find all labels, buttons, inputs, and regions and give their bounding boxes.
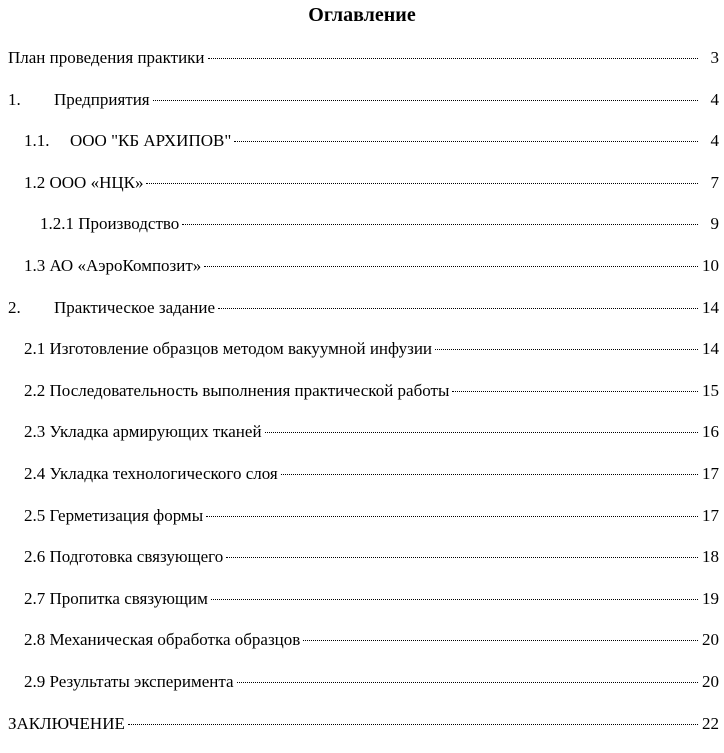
toc-entry-text: 2.2 Последовательность выполнения практической работы	[24, 381, 449, 401]
toc-entry-section-2-5[interactable]	[0, 504, 724, 546]
toc-entry-section-2-6[interactable]	[0, 545, 724, 587]
toc-dot-leader	[208, 58, 698, 59]
toc-entry-text: 1.2 ООО «НЦК»	[24, 173, 143, 193]
toc-dot-leader	[237, 682, 698, 683]
toc-page-number: 3	[701, 48, 719, 68]
toc-dot-leader	[204, 266, 698, 267]
toc-entry-section-2-3[interactable]	[0, 420, 724, 462]
toc-entry-section-2-8[interactable]	[0, 628, 724, 670]
toc-dot-leader	[128, 724, 698, 725]
toc-dot-leader	[281, 474, 698, 475]
toc-dot-leader	[303, 640, 698, 641]
toc-entry-section-2-2[interactable]	[0, 379, 724, 421]
toc-entry-section-1[interactable]	[0, 88, 724, 130]
toc-page-number: 10	[701, 256, 719, 276]
toc-entry-text: План проведения практики	[8, 48, 205, 68]
toc-entry-section-2-1[interactable]	[0, 337, 724, 379]
toc-entry-text: 2.4 Укладка технологического слоя	[24, 464, 278, 484]
toc-entry-text: 1.3 АО «АэроКомпозит»	[24, 256, 201, 276]
toc-page-number: 17	[701, 506, 719, 526]
toc-dot-leader	[226, 557, 698, 558]
toc-page-number: 14	[701, 298, 719, 318]
toc-page-number: 15	[701, 381, 719, 401]
toc-entry-section-2-9[interactable]	[0, 670, 724, 712]
toc-entry-number: 1.	[8, 90, 54, 110]
toc-entry-text: 1.2.1 Производство	[40, 214, 179, 234]
toc-entry-text: ООО "КБ АРХИПОВ"	[70, 131, 231, 151]
toc-entry-section-2-7[interactable]	[0, 587, 724, 629]
toc-page-number: 19	[701, 589, 719, 609]
toc-entry-text: 2.5 Герметизация формы	[24, 506, 203, 526]
toc-entry-section-1-3[interactable]	[0, 254, 724, 296]
toc-page-number: 20	[701, 630, 719, 650]
toc-page-number: 4	[701, 90, 719, 110]
toc-page-number: 17	[701, 464, 719, 484]
toc-entry-text: 2.6 Подготовка связующего	[24, 547, 223, 567]
toc-entry-section-2-4[interactable]	[0, 462, 724, 504]
toc-entry-section-2[interactable]	[0, 296, 724, 338]
toc-dot-leader	[182, 224, 698, 225]
toc-dot-leader	[211, 599, 698, 600]
toc-page-number: 16	[701, 422, 719, 442]
toc-entry-text: 2.3 Укладка армирующих тканей	[24, 422, 262, 442]
toc-entry-number: 1.1.	[24, 131, 70, 151]
toc-entry-text: Предприятия	[54, 90, 150, 110]
toc-entry-plan[interactable]	[0, 46, 724, 88]
toc-entry-text: 2.1 Изготовление образцов методом вакуумной инфузии	[24, 339, 432, 359]
toc-page-number: 22	[701, 714, 719, 734]
toc-entry-text: ЗАКЛЮЧЕНИЕ	[8, 714, 125, 734]
toc-dot-leader	[218, 308, 698, 309]
toc-entry-text: 2.7 Пропитка связующим	[24, 589, 208, 609]
toc-dot-leader	[435, 349, 698, 350]
toc-entry-number: 2.	[8, 298, 54, 318]
toc-page-number: 18	[701, 547, 719, 567]
toc-entry-text: 2.9 Результаты эксперимента	[24, 672, 234, 692]
toc-dot-leader	[146, 183, 698, 184]
toc-entry-section-1-1[interactable]	[0, 129, 724, 171]
toc-page-number: 7	[701, 173, 719, 193]
toc-dot-leader	[265, 432, 698, 433]
toc-list	[0, 46, 724, 753]
toc-dot-leader	[452, 391, 698, 392]
toc-page-number: 20	[701, 672, 719, 692]
toc-page-number: 9	[701, 214, 719, 234]
toc-page-number: 4	[701, 131, 719, 151]
toc-entry-text: 2.8 Механическая обработка образцов	[24, 630, 300, 650]
toc-entry-text: Практическое задание	[54, 298, 215, 318]
toc-dot-leader	[153, 100, 698, 101]
toc-entry-section-1-2[interactable]	[0, 171, 724, 213]
toc-page-number: 14	[701, 339, 719, 359]
toc-title: Оглавление	[0, 2, 724, 28]
toc-entry-conclusion[interactable]	[0, 712, 724, 753]
toc-entry-section-1-2-1[interactable]	[0, 212, 724, 254]
toc-dot-leader	[206, 516, 698, 517]
toc-dot-leader	[234, 141, 698, 142]
